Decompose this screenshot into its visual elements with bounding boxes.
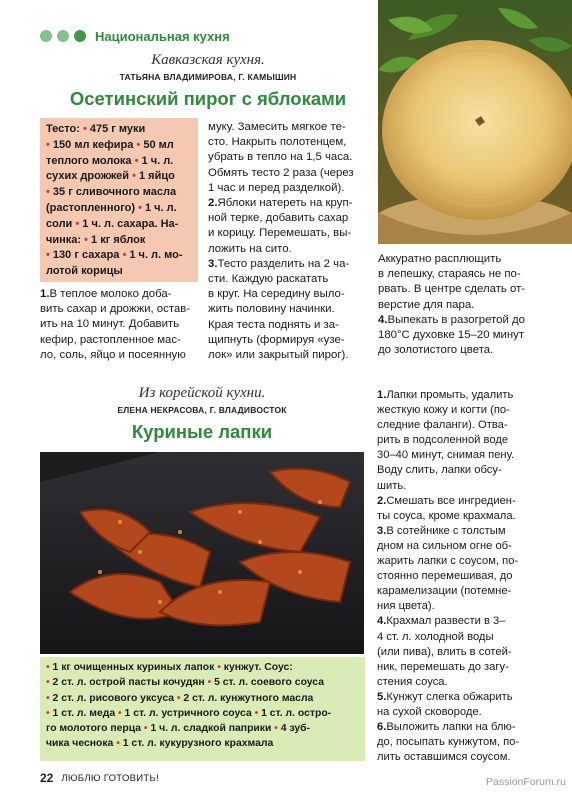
- watermark: PassionForum.ru: [486, 776, 566, 788]
- recipe1-column-3: [378, 252, 540, 358]
- step-text: жарить лапки с соусом, по-: [377, 555, 519, 568]
- ingredient-line: го молотого перца • 1 ч. л. сладкой паприки • 4 зуб-: [46, 723, 311, 735]
- recipe1-column-1: [40, 287, 200, 363]
- ingredient-line: • 35 г сливочного масла: [46, 186, 177, 199]
- step-text: кефир, растопленное мас-: [40, 333, 181, 346]
- step-text: ло, соль, яйцо и посеянную: [40, 348, 186, 361]
- step-text: 180°С духовке 15–20 минут: [378, 329, 525, 342]
- step-text: ложить на сито.: [208, 242, 292, 255]
- ingredient-line: • 1 кг очищенных куриных лапок • кунжут. Соус:: [46, 662, 293, 673]
- bullet-icon: •: [46, 692, 50, 704]
- step-text: 4 ст. л. холодной воды: [377, 630, 494, 643]
- bullet-icon: •: [46, 662, 50, 673]
- step-text: жить половину начинки.: [208, 303, 335, 316]
- recipe2-author: ЕЛЕНА НЕКРАСОВА, Г. ВЛАДИВОСТОК: [117, 405, 287, 415]
- step-text: муку. Замесить мягкое те-: [208, 121, 346, 133]
- ingredient-line: лотой корицы: [46, 265, 123, 278]
- step-text: вить сахар и дрожжи, остав-: [40, 303, 191, 316]
- step-text: (или пива), влить в сотей-: [377, 645, 512, 658]
- bullet-icon: •: [134, 154, 139, 167]
- step-text: карамелизации (потемне-: [377, 585, 512, 598]
- bullet-icon: •: [118, 707, 122, 719]
- step-text: 3.Тесто разделить на 2 ча-: [208, 257, 350, 270]
- step-text: 3.В сотейнике с толстым: [377, 524, 506, 537]
- ingredient-line: • 2 ст. л. острой пасты кочудян • 5 ст. л. соевого соуса: [46, 677, 324, 689]
- recipe1-author: ТАТЬЯНА ВЛАДИМИРОВА, Г. КАМЫШИН: [119, 72, 297, 82]
- step-text: ния цвета).: [377, 600, 435, 613]
- step-text: сти. Каждую раскатать: [208, 273, 329, 286]
- ingredient-line: сухих дрожжей • 1 яйцо: [46, 170, 175, 183]
- step-text: на сухой сковороде.: [377, 705, 482, 718]
- pie-illustration: [378, 0, 572, 244]
- bullet-icon: •: [136, 138, 141, 151]
- section-title: Национальная кухня: [95, 28, 230, 44]
- step-text: до золотистого цвета.: [378, 344, 494, 357]
- bullet-icon: •: [274, 723, 278, 735]
- step-text: рвать. В центре сделать от-: [378, 283, 526, 296]
- bullet-icon: •: [116, 738, 120, 750]
- magazine-name: ЛЮБЛЮ ГОТОВИТЬ!: [61, 772, 160, 784]
- ingredient-line: (растопленного) • 1 ч. л.: [46, 201, 177, 214]
- bullet-icon: •: [46, 138, 50, 151]
- header-dot-1: [40, 30, 52, 42]
- bullet-icon: •: [132, 170, 136, 183]
- bullet-icon: •: [217, 662, 221, 673]
- step-text: 30–40 минут, снимая пену.: [377, 449, 515, 462]
- recipe1-column-2: [208, 120, 372, 363]
- bullet-icon: •: [122, 249, 127, 262]
- step-text: 6.Выложить лапки на блю-: [377, 721, 516, 734]
- step-text: до, посыпать кунжутом, по-: [377, 736, 520, 749]
- step-text: 2.Яблоки натереть на круп-: [208, 197, 353, 210]
- bullet-icon: •: [75, 217, 80, 230]
- step-text: дном на сильном огне об-: [377, 539, 512, 552]
- recipe2-title: Куриные лапки: [131, 421, 273, 442]
- recipe1-title: Осетинский пирог с яблоками: [69, 88, 347, 109]
- step-text: 2.Смешать все ингредиен-: [377, 494, 516, 507]
- ingredient-line: Тесто: • 475 г муки: [46, 123, 146, 135]
- step-text: жесткую кожу и когти (по-: [377, 404, 510, 417]
- ingredient-line: теплого молока • 1 ч. л.: [46, 154, 174, 167]
- ingredient-line: • 130 г сахара • 1 ч. л. мо-: [46, 249, 183, 262]
- ingredient-line: • 1 ст. л. меда • 1 ст. л. устричного соуса • 1 ст. л. остро-: [46, 707, 332, 719]
- recipe2-origin: Из корейской кухни.: [138, 385, 266, 401]
- bullet-icon: •: [176, 692, 181, 704]
- step-text: убрать в тепло на 1,5 часа.: [208, 151, 353, 164]
- step-text: 4.Выпекать в разогретой до: [378, 313, 525, 326]
- step-text: в круг. На середину выло-: [208, 288, 345, 301]
- recipe1-ingredients-box: [40, 118, 198, 282]
- step-text: следние фаланги). Отва-: [377, 419, 508, 432]
- bullet-icon: •: [254, 707, 259, 719]
- step-text: ить на 10 минут. Добавить: [40, 318, 180, 331]
- step-text: Аккуратно расплющить: [378, 253, 502, 265]
- ingredient-line: • 2 ст. л. рисового уксуса • 2 ст. л. кунжутного масла: [46, 692, 314, 704]
- step-text: ник, перемешать до загу-: [377, 660, 509, 673]
- recipe1-origin: Кавказская кухня.: [151, 52, 265, 68]
- bullet-icon: •: [46, 707, 50, 719]
- step-text: верстие для пара.: [378, 298, 475, 311]
- step-text: 1 час и перед разделкой).: [208, 181, 345, 194]
- recipe2-ingredients-box: [40, 657, 365, 761]
- step-text: ты соуса, кроме крахмала.: [377, 509, 516, 522]
- step-text: и корицу. Перемешать, вы-: [208, 227, 352, 240]
- step-text: в лепешку, стараясь не по-: [378, 268, 521, 281]
- step-text: шить.: [377, 479, 407, 492]
- ingredient-line: соли • 1 ч. л. сахара. На-: [46, 217, 179, 230]
- step-text: 5.Кунжут слегка обжарить: [377, 690, 513, 703]
- bullet-icon: •: [207, 677, 212, 689]
- step-text: 1.Лапки промыть, удалить: [377, 389, 514, 401]
- step-text: Обмять тесто 2 раза (через: [208, 166, 354, 179]
- step-text: щипнуть (формируя «узе-: [208, 333, 345, 346]
- step-text: сто. Накрыть полотенцем,: [208, 136, 347, 149]
- page-footer: [40, 770, 159, 786]
- step-text: стения соуса.: [377, 675, 448, 688]
- header-dot-2: [57, 30, 69, 42]
- bullet-icon: •: [46, 249, 50, 262]
- bullet-icon: •: [46, 677, 50, 689]
- chicken-feet-illustration: [40, 452, 364, 654]
- step-text: стоянно перемешивая, до: [377, 570, 513, 583]
- step-text: 1.В теплое молоко доба-: [40, 288, 172, 300]
- step-text: Края теста поднять и за-: [208, 318, 339, 331]
- step-text: Воду слить, лапки обсу-: [377, 464, 502, 477]
- bullet-icon: •: [84, 233, 88, 246]
- bullet-icon: •: [138, 201, 142, 214]
- step-text: лить оставшимся соусом.: [377, 751, 511, 764]
- section-header: [40, 27, 230, 45]
- step-text: рить в подсоленной воде: [377, 434, 509, 447]
- chicken-feet-photo: [40, 452, 364, 654]
- step-text: 4.Крахмал развести в 3–: [377, 615, 506, 628]
- bullet-icon: •: [46, 186, 50, 199]
- bullet-icon: •: [82, 123, 87, 135]
- bullet-icon: •: [143, 723, 148, 735]
- page-number: 22: [40, 771, 54, 785]
- step-text: лок» или закрытый пирог).: [208, 349, 349, 362]
- recipe2-steps: [377, 388, 542, 765]
- pie-photo: [378, 0, 572, 244]
- header-dot-3: [74, 30, 86, 42]
- ingredient-line: • 150 мл кефира • 50 мл: [46, 138, 174, 151]
- ingredient-line: чинка: • 1 кг яблок: [46, 233, 146, 246]
- step-text: ной терке, добавить сахар: [208, 212, 349, 225]
- ingredient-line: чика чеснока • 1 ст. л. кукурузного крахмала: [46, 738, 274, 750]
